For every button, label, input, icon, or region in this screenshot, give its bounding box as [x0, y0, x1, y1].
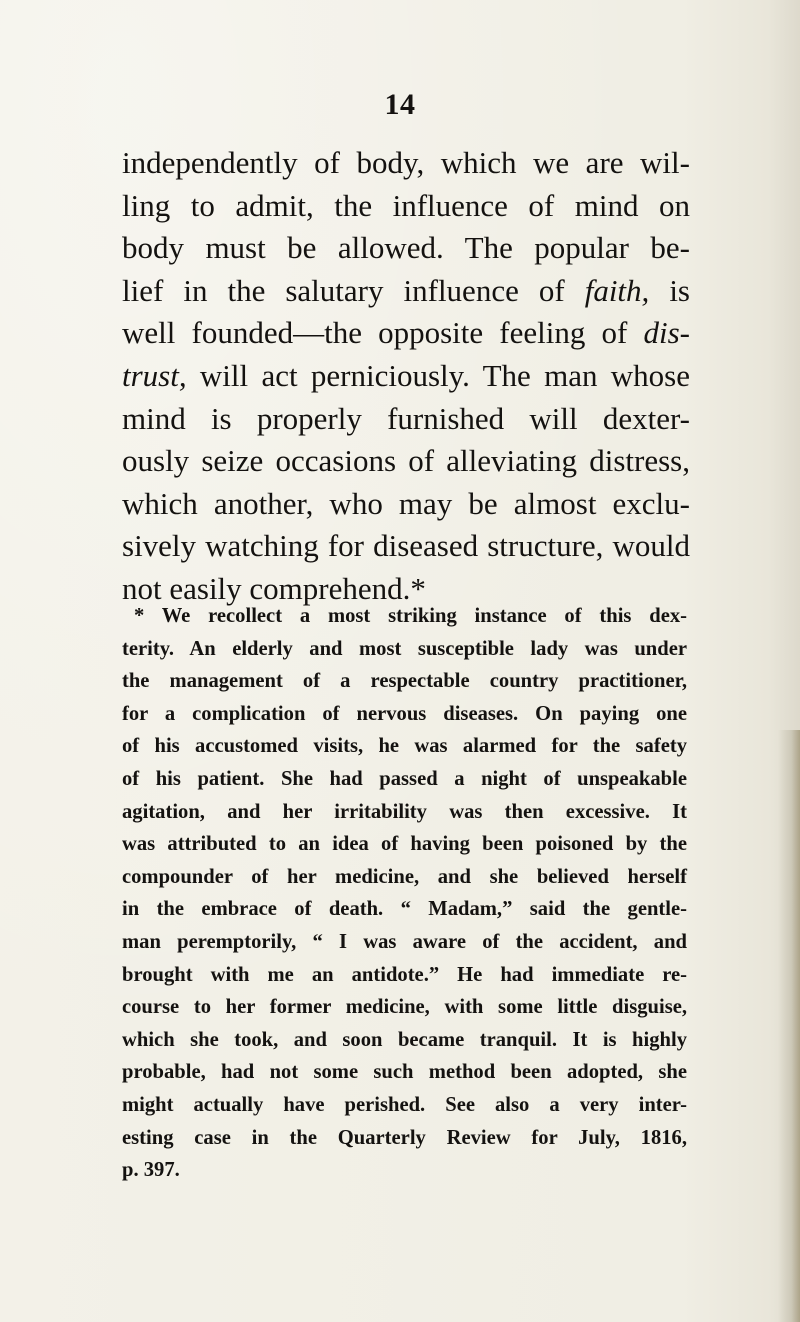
footnote [122, 600, 687, 1187]
page-edge-shadow [778, 730, 800, 1322]
footnote-line: brought with me an antidote.” He had immediate re- [122, 963, 687, 986]
body-text-line: ling to admit, the influence of mind on [122, 187, 690, 223]
body-text-line: independently of body, which we are wil- [122, 145, 690, 180]
body-text-line: sively watching for diseased structure, would [122, 528, 690, 564]
footnote-line: p. 397. [122, 1159, 180, 1182]
body-text-line: which another, who may be almost exclu- [122, 485, 690, 521]
footnote-line: might actually have perished. See also a very inter- [122, 1093, 687, 1116]
body-text-line: ously seize occasions of alleviating distress, [122, 443, 690, 479]
body-text-line: trust, will act perniciously. The man whose [122, 357, 690, 393]
footnote-line: of his accustomed visits, he was alarmed for the safety [122, 735, 687, 758]
footnote-line: probable, had not some such method been adopted, she [122, 1061, 687, 1084]
footnote-line: man peremptorily, “ I was aware of the accident, and [122, 930, 687, 953]
body-text-line: not easily comprehend.* [122, 570, 426, 606]
footnote-line: terity. An elderly and most susceptible lady was under [122, 637, 687, 660]
page-number: 14 [384, 88, 416, 121]
footnote-line: course to her former medicine, with some little disguise, [122, 996, 687, 1019]
footnote-line: esting case in the Quarterly Review for July, 1816, [122, 1126, 687, 1149]
footnote-line: compounder of her medicine, and she believed herself [122, 865, 687, 888]
footnote-line: the management of a respectable country practitioner, [122, 670, 687, 693]
body-text-line: body must be allowed. The popular be- [122, 230, 690, 266]
footnote-line: in the embrace of death. “ Madam,” said the gentle- [122, 898, 687, 921]
footnote-line: was attributed to an idea of having been poisoned by the [122, 833, 687, 856]
body-text-line: well founded—the opposite feeling of dis- [122, 315, 690, 351]
footnote-line: of his patient. She had passed a night of unspeakable [122, 767, 687, 790]
footnote-line: agitation, and her irritability was then excessive. It [122, 800, 687, 823]
footnote-line: for a complication of nervous diseases. On paying one [122, 702, 687, 725]
body-paragraph [122, 142, 690, 611]
footnote-line: * We recollect a most striking instance of this dex- [134, 605, 687, 627]
footnote-line: which she took, and soon became tranquil. It is highly [122, 1028, 687, 1051]
body-text-line: lief in the salutary influence of faith, is [122, 272, 690, 308]
body-text-line: mind is properly furnished will dexter- [122, 400, 690, 436]
